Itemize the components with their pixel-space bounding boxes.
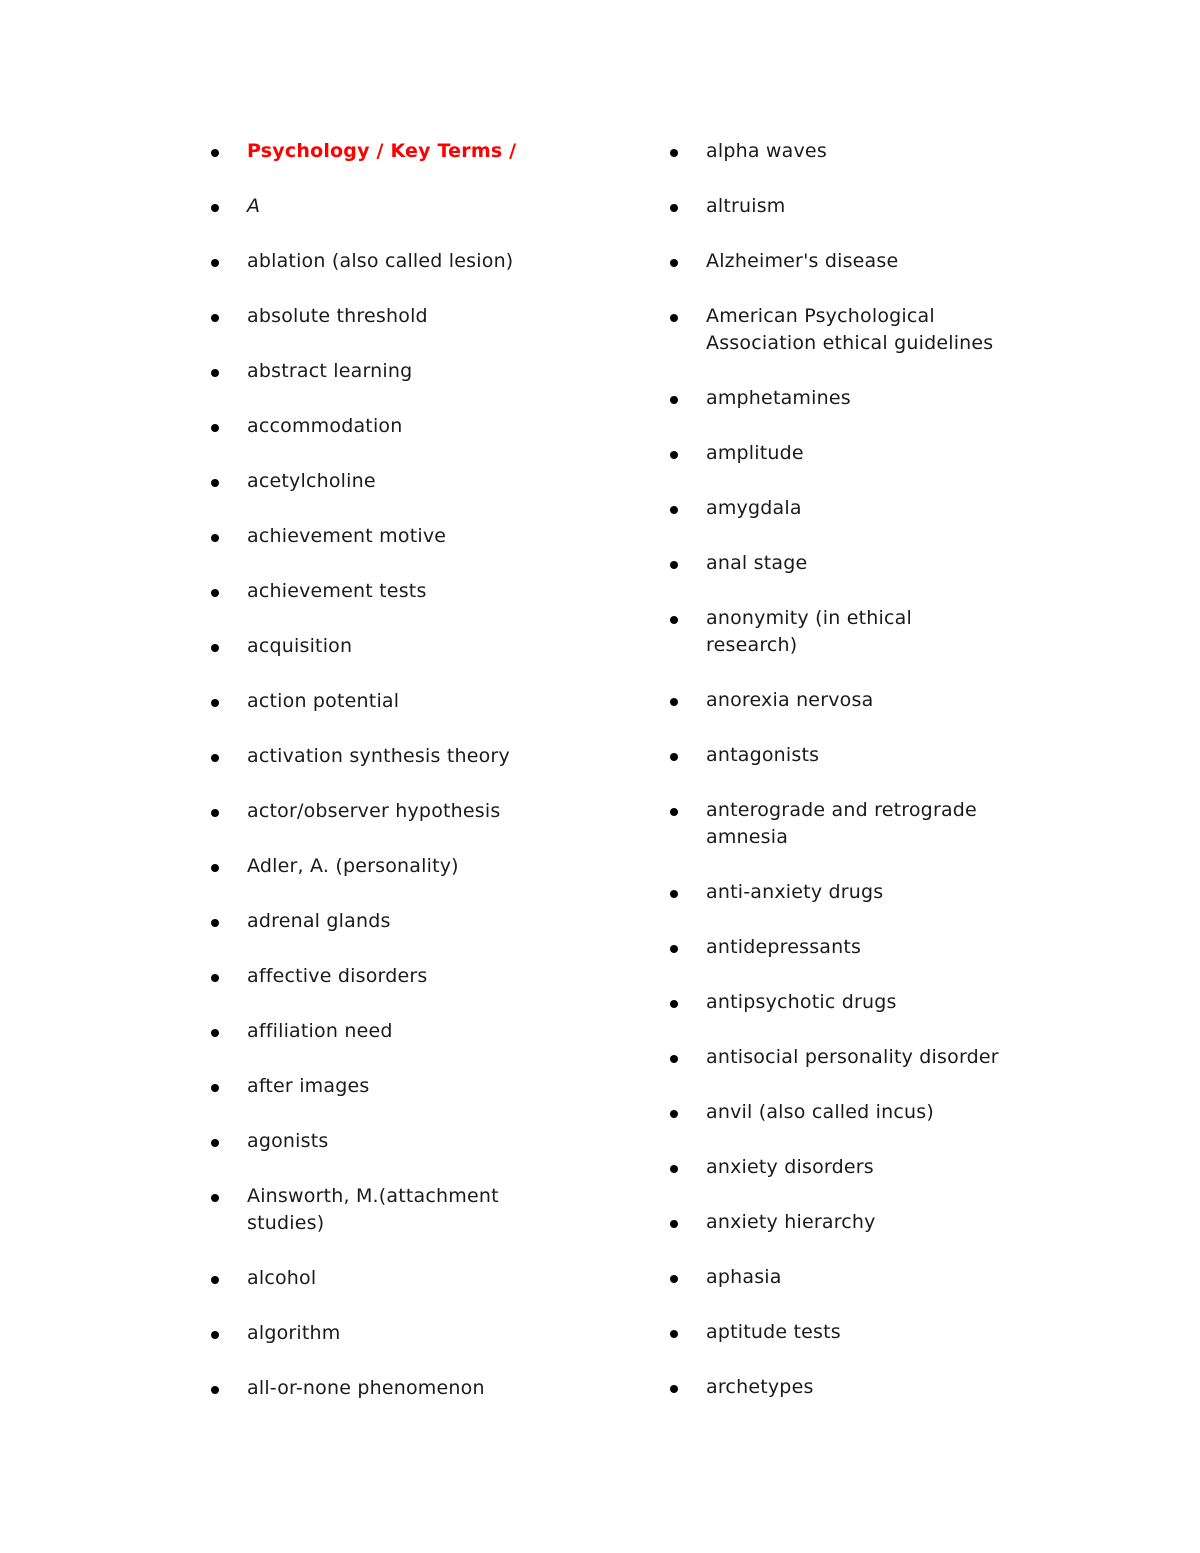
term-text: amphetamines [706,387,851,409]
term-list-item [669,605,1009,659]
term-list-item [210,413,540,440]
term-text: anonymity (in ethical research) [706,607,912,656]
term-list-item [669,495,1009,522]
term-text: antagonists [706,744,820,766]
bullet-icon [670,1330,678,1338]
term-list-item [210,633,540,660]
term-list-item [210,578,540,605]
bullet-icon [211,1194,219,1202]
term-text: antipsychotic drugs [706,991,897,1013]
term-list-item [210,468,540,495]
term-text: anorexia nervosa [706,689,874,711]
term-text: archetypes [706,1376,814,1398]
bullet-icon [211,1331,219,1339]
term-text: Adler, A. (personality) [247,855,459,877]
document-heading-item [210,138,540,165]
bullet-icon [670,1275,678,1283]
term-list-item [210,853,540,880]
term-text: agonists [247,1130,329,1152]
term-text: after images [247,1075,370,1097]
term-list-item [669,550,1009,577]
bullet-icon [670,753,678,761]
bullet-icon [670,314,678,322]
document-heading: Psychology / Key Terms / [247,140,517,162]
term-text: anxiety disorders [706,1156,874,1178]
term-list-item [669,1044,1009,1071]
term-text: A [247,195,261,217]
bullet-icon [211,259,219,267]
bullet-icon [211,1386,219,1394]
bullet-icon [211,1276,219,1284]
term-list-item [669,742,1009,769]
term-list-item [210,1320,540,1347]
term-text: action potential [247,690,400,712]
term-list-item [210,1073,540,1100]
term-text: affective disorders [247,965,428,987]
term-text: anal stage [706,552,808,574]
bullet-icon [670,890,678,898]
term-list-item [669,1209,1009,1236]
term-list-item [210,1183,540,1237]
term-list-right [669,138,1009,1429]
term-text: aphasia [706,1266,782,1288]
bullet-icon [670,1165,678,1173]
term-text: antidepressants [706,936,862,958]
term-list-item [210,303,540,330]
bullet-icon [211,424,219,432]
term-list-item [669,248,1009,275]
term-list-item [210,1265,540,1292]
term-text: amplitude [706,442,804,464]
bullet-icon [211,589,219,597]
term-list-item [210,523,540,550]
term-text: anti-anxiety drugs [706,881,884,903]
bullet-icon [211,479,219,487]
term-text: alpha waves [706,140,827,162]
term-list-item [210,1018,540,1045]
term-list-item [669,687,1009,714]
term-list-item [210,1375,540,1402]
term-list-item [210,798,540,825]
bullet-icon [670,204,678,212]
term-list-item [669,193,1009,220]
term-list-item [669,1099,1009,1126]
term-list-item [210,193,540,220]
bullet-icon [211,1084,219,1092]
bullet-icon [211,314,219,322]
bullet-icon [211,149,219,157]
bullet-icon [670,1000,678,1008]
bullet-icon [670,561,678,569]
term-text: actor/observer hypothesis [247,800,501,822]
bullet-icon [211,809,219,817]
term-text: ablation (also called lesion) [247,250,514,272]
bullet-icon [670,259,678,267]
term-list-item [669,303,1009,357]
bullet-icon [211,1139,219,1147]
bullet-icon [670,1055,678,1063]
term-list-item [669,138,1009,165]
term-text: American Psychological Association ethical guidelines [706,305,994,354]
term-text: algorithm [247,1322,341,1344]
term-text: Alzheimer's disease [706,250,899,272]
term-text: alcohol [247,1267,317,1289]
term-list-item [210,688,540,715]
bullet-icon [211,919,219,927]
bullet-icon [211,754,219,762]
term-text: aptitude tests [706,1321,841,1343]
term-text: acetylcholine [247,470,376,492]
bullet-icon [211,864,219,872]
term-list-item [210,963,540,990]
term-text: adrenal glands [247,910,391,932]
bullet-icon [211,534,219,542]
bullet-icon [670,506,678,514]
term-list-item [669,879,1009,906]
bullet-icon [211,204,219,212]
bullet-icon [670,616,678,624]
bullet-icon [670,1110,678,1118]
term-list-item [669,934,1009,961]
term-text: absolute threshold [247,305,428,327]
term-text: amygdala [706,497,802,519]
bullet-icon [670,808,678,816]
term-list-item [669,1264,1009,1291]
term-list-item [210,358,540,385]
term-text: abstract learning [247,360,413,382]
term-list-item [669,797,1009,851]
term-text: affiliation need [247,1020,393,1042]
term-list-item [210,248,540,275]
term-list-item [669,1374,1009,1401]
bullet-icon [211,644,219,652]
bullet-icon [670,945,678,953]
term-list-item [669,989,1009,1016]
term-text: activation synthesis theory [247,745,510,767]
term-list-item [669,1319,1009,1346]
term-list-item [210,908,540,935]
term-list-left [210,138,540,1430]
term-list-item [210,743,540,770]
bullet-icon [670,1220,678,1228]
term-list-item [669,1154,1009,1181]
term-text: anvil (also called incus) [706,1101,934,1123]
term-list-item [669,385,1009,412]
term-text: achievement motive [247,525,447,547]
bullet-icon [211,1029,219,1037]
bullet-icon [211,974,219,982]
term-list-item [669,440,1009,467]
bullet-icon [670,451,678,459]
term-text: Ainsworth, M.(attachment studies) [247,1185,499,1234]
term-text: anterograde and retrograde amnesia [706,799,977,848]
bullet-icon [211,699,219,707]
bullet-icon [670,1385,678,1393]
term-text: achievement tests [247,580,427,602]
term-text: anxiety hierarchy [706,1211,876,1233]
term-text: altruism [706,195,786,217]
bullet-icon [670,396,678,404]
bullet-icon [670,698,678,706]
term-list-item [210,1128,540,1155]
term-text: acquisition [247,635,353,657]
bullet-icon [211,369,219,377]
term-text: all-or-none phenomenon [247,1377,485,1399]
term-text: accommodation [247,415,403,437]
term-text: antisocial personality disorder [706,1046,999,1068]
bullet-icon [670,149,678,157]
